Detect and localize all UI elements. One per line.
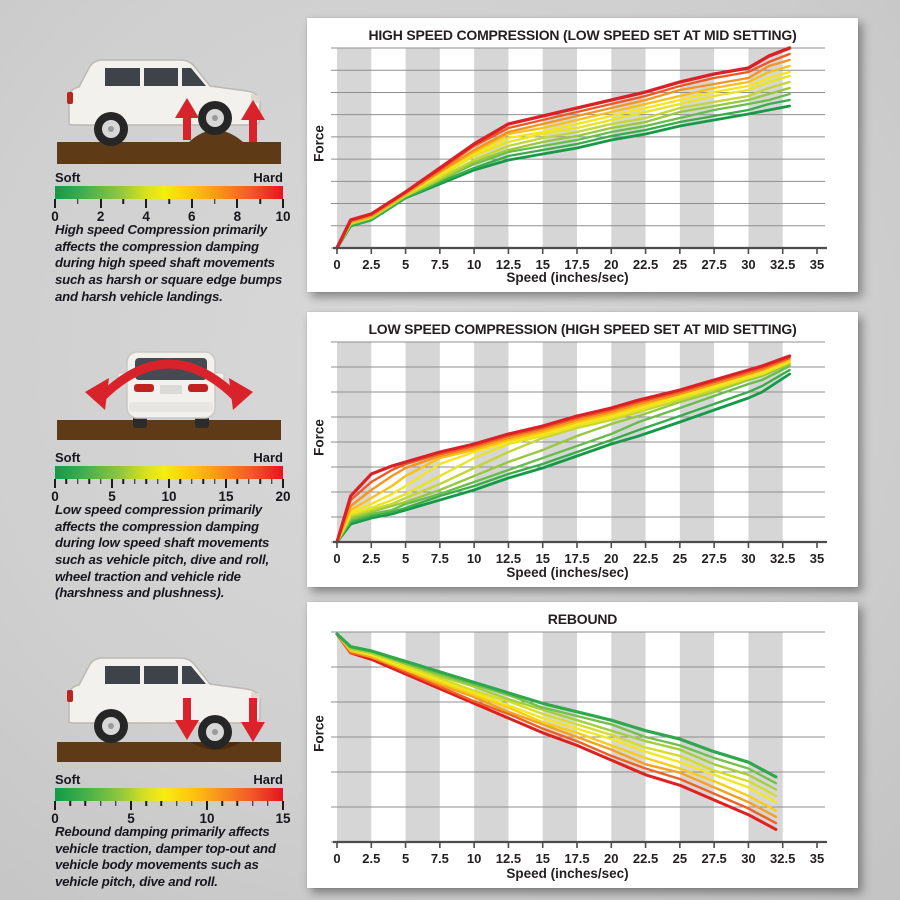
tick-mark (202, 479, 204, 484)
speed-axis-label: Speed (inches/sec) (506, 866, 629, 881)
tick-number: 10 (161, 489, 177, 504)
x-tick-label: 12.5 (495, 257, 522, 272)
x-tick-label: 30 (741, 551, 756, 566)
tick-mark (134, 479, 136, 484)
x-tick-label: 32.5 (770, 551, 796, 566)
high-speed-compression-chart-panel (307, 18, 858, 292)
tick-mark (145, 199, 147, 208)
tick-mark (252, 801, 254, 806)
x-tick-label: 17.5 (564, 257, 590, 272)
x-tick-label: 10 (466, 257, 482, 272)
tick-mark (123, 479, 125, 484)
tick-mark (225, 479, 227, 488)
x-tick-label: 30 (741, 851, 756, 866)
tick-mark (236, 199, 238, 208)
tick-mark (214, 199, 216, 204)
tick-mark (271, 479, 273, 484)
rebound-scale (51, 772, 291, 827)
tick-number: 6 (188, 209, 196, 224)
tick-mark (221, 801, 223, 806)
high-speed-compression-scale (51, 170, 291, 225)
tick-mark (191, 801, 193, 806)
tick-number: 0 (51, 209, 59, 224)
tick-mark (259, 479, 261, 484)
tick-mark (123, 199, 125, 204)
chart-title: REBOUND (547, 611, 618, 627)
tick-mark (237, 801, 239, 806)
ground (57, 142, 281, 164)
high-speed-compression-description: High speed Compression primarily affects the compression damping during high speed shaft movements such as harsh or square edge bumps and harsh vehicle landings. (55, 222, 282, 304)
tick-mark (180, 479, 182, 484)
x-tick-label: 25 (672, 851, 688, 866)
band (748, 48, 782, 248)
side-window-rear (105, 68, 140, 86)
tick-mark (248, 479, 250, 484)
tick-number: 15 (275, 811, 291, 826)
x-tick-label: 15 (535, 551, 550, 566)
x-tick-label: 20 (604, 551, 619, 566)
x-tick-label: 25 (672, 257, 688, 272)
x-tick-label: 25 (672, 551, 688, 566)
band (611, 48, 645, 248)
tick-mark (111, 479, 113, 488)
ground (57, 742, 281, 762)
scale-soft-label: Soft (55, 450, 81, 465)
tick-number: 10 (199, 811, 215, 826)
scale-hard-label: Hard (253, 772, 283, 787)
x-tick-label: 32.5 (770, 257, 796, 272)
suv-side-view-bump-up-arrows-icon (55, 42, 283, 164)
x-tick-label: 5 (401, 257, 410, 272)
tick-mark (66, 479, 68, 484)
x-tick-label: 20 (604, 851, 619, 866)
tick-number: 10 (275, 209, 291, 224)
speed-axis-label: Speed (inches/sec) (506, 565, 629, 580)
tick-mark (88, 479, 90, 484)
tick-mark (282, 199, 284, 208)
side-window-rear (105, 666, 140, 684)
x-tick-label: 35 (809, 851, 825, 866)
roll-arrow-left-head (85, 378, 109, 410)
rebound-chart-panel (307, 602, 858, 888)
tick-mark (85, 801, 87, 806)
ground (57, 420, 281, 440)
scale-soft-label: Soft (55, 170, 81, 185)
low-speed-compression-plot (331, 342, 851, 568)
taillight (67, 690, 73, 702)
force-axis-label: Force (311, 715, 327, 752)
x-tick-label: 5 (401, 551, 410, 566)
x-tick-label: 5 (401, 851, 410, 866)
chart-title: HIGH SPEED COMPRESSION (LOW SPEED SET AT MID SETTING) (368, 27, 797, 43)
x-tick-label: 35 (809, 257, 825, 272)
side-window-front (144, 68, 178, 86)
x-tick-label: 22.5 (632, 851, 659, 866)
tick-mark (69, 801, 71, 806)
tick-mark (282, 479, 284, 488)
band (406, 48, 440, 248)
chart-title: LOW SPEED COMPRESSION (HIGH SPEED SET AT MID SETTING) (368, 321, 797, 337)
force-axis-label: Force (311, 125, 327, 162)
tick-mark (191, 199, 193, 208)
tick-mark (77, 199, 79, 204)
x-tick-label: 10 (466, 551, 482, 566)
suv-rear-view-body-roll-arrow-icon (55, 318, 283, 440)
tick-mark (130, 801, 132, 810)
x-tick-label: 15 (535, 257, 550, 272)
x-tick-label: 35 (809, 551, 825, 566)
soft-hard-gradient-bar (55, 466, 283, 479)
tick-mark (54, 801, 56, 810)
x-tick-label: 17.5 (564, 551, 590, 566)
tick-mark (77, 479, 79, 484)
tick-number: 8 (233, 209, 242, 224)
x-tick-label: 32.5 (770, 851, 796, 866)
tick-number: 0 (51, 811, 59, 826)
scale-ticks (55, 199, 283, 209)
rebound-plot (331, 632, 851, 868)
tick-mark (100, 801, 102, 806)
x-tick-label: 0 (333, 551, 341, 566)
x-tick-label: 12.5 (495, 851, 522, 866)
tick-number: 0 (51, 489, 59, 504)
x-tick-label: 15 (535, 851, 550, 866)
suv-side-view-dip-down-arrows-icon (55, 640, 283, 762)
x-tick-label: 17.5 (564, 851, 590, 866)
scale-ticks (55, 801, 283, 811)
tick-mark (145, 801, 147, 806)
low-speed-compression-description: Low speed compression primarily affects the compression damping during low speed shaft movements such as vehicle pitch, dive and roll, wheel traction and vehicle ride (harshness and plushness). (55, 502, 270, 601)
x-tick-label: 2.5 (362, 851, 381, 866)
license-plate (160, 385, 182, 394)
x-tick-label: 7.5 (430, 851, 449, 866)
x-tick-label: 22.5 (632, 257, 659, 272)
tick-number: 5 (108, 489, 116, 504)
left-taillight (134, 384, 154, 392)
x-tick-label: 27.5 (701, 551, 727, 566)
low-speed-compression-chart-panel (307, 312, 858, 587)
x-tick-label: 2.5 (362, 551, 381, 566)
right-taillight (188, 384, 208, 392)
force-axis-label: Force (311, 419, 327, 456)
rebound-description: Rebound damping primarily affects vehicle traction, damper top-out and vehicle body movements such as vehicle pitch, dive and roll. (55, 824, 276, 889)
taillight (67, 92, 73, 104)
tick-mark (54, 199, 56, 208)
speed-axis-label: Speed (inches/sec) (506, 270, 629, 285)
x-tick-label: 20 (604, 257, 619, 272)
tick-number: 15 (218, 489, 234, 504)
soft-hard-gradient-bar (55, 186, 283, 199)
x-tick-label: 0 (333, 257, 341, 272)
tick-mark (157, 479, 159, 484)
x-tick-label: 27.5 (701, 851, 727, 866)
tick-mark (168, 199, 170, 204)
tick-mark (214, 479, 216, 484)
tick-mark (206, 801, 208, 810)
tick-mark (168, 479, 170, 488)
x-tick-label: 2.5 (362, 257, 381, 272)
low-speed-compression-scale (51, 450, 291, 505)
x-tick-label: 10 (466, 851, 482, 866)
tick-mark (237, 479, 239, 484)
tick-mark (191, 479, 193, 484)
tick-mark (282, 801, 284, 810)
tick-mark (54, 479, 56, 488)
tick-number: 5 (127, 811, 135, 826)
soft-hard-gradient-bar (55, 788, 283, 801)
tick-number: 4 (142, 209, 150, 224)
tick-number: 20 (275, 489, 291, 504)
side-window-front (144, 666, 178, 684)
x-tick-label: 27.5 (701, 257, 727, 272)
bumper (129, 402, 213, 412)
scale-hard-label: Hard (253, 450, 283, 465)
tick-number: 2 (96, 209, 105, 224)
scale-hard-label: Hard (253, 170, 283, 185)
roll-arrow-right-head (229, 378, 253, 410)
high-speed-compression-plot (331, 48, 851, 274)
x-tick-label: 0 (333, 851, 341, 866)
tick-mark (115, 801, 117, 806)
x-tick-label: 22.5 (632, 551, 659, 566)
tick-mark (100, 479, 102, 484)
x-tick-label: 7.5 (430, 551, 449, 566)
tick-mark (176, 801, 178, 806)
x-tick-label: 12.5 (495, 551, 522, 566)
tick-mark (145, 479, 147, 484)
tick-mark (161, 801, 163, 806)
x-tick-label: 30 (741, 257, 756, 272)
x-tick-label: 7.5 (430, 257, 449, 272)
scale-soft-label: Soft (55, 772, 81, 787)
tick-mark (100, 199, 102, 208)
tick-mark (267, 801, 269, 806)
tick-mark (259, 199, 261, 204)
scale-ticks (55, 479, 283, 489)
